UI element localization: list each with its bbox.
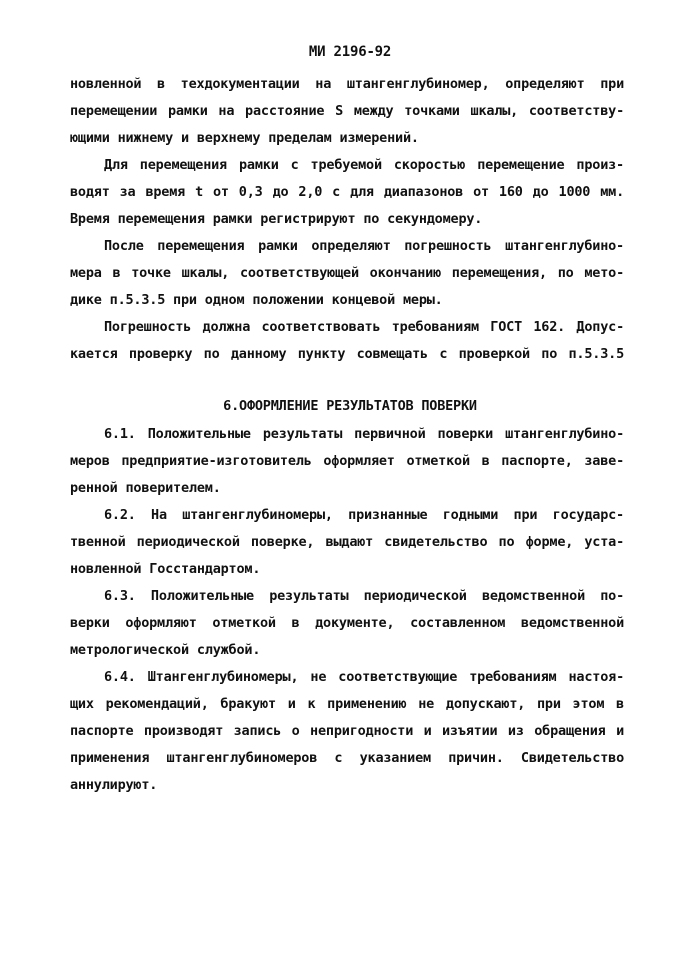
- text-line: новленной Госстандартом.: [70, 561, 261, 577]
- text-line: Для перемещения рамки с требуемой скоростью перемещение произ-: [104, 157, 624, 173]
- text-line: меров предприятие-изготовитель оформляет отметкой в паспорте, заве-: [70, 453, 624, 469]
- text-line: кается проверку по данному пункту совмещать с проверкой по п.5.3.5: [70, 346, 624, 362]
- text-line: После перемещения рамки определяют погрешность штангенглубино-: [104, 238, 624, 254]
- text-line: 6.3. Положительные результаты периодической ведомственной по-: [104, 588, 624, 604]
- text-line: 6.1. Положительные результаты первичной поверки штангенглубино-: [104, 426, 624, 442]
- text-line: перемещении рамки на расстояние S между точками шкалы, соответству-: [70, 103, 624, 119]
- text-line: ющими нижнему и верхнему пределам измерений.: [70, 130, 419, 146]
- text-line: Погрешность должна соответствовать требованиям ГОСТ 162. Допус-: [104, 319, 624, 335]
- text-line: водят за время t от 0,3 до 2,0 с для диапазонов от 160 до 1000 мм.: [70, 184, 624, 200]
- text-line: паспорте производят запись о непригодности и изъятии из обращения и: [70, 723, 624, 739]
- section-heading: 6.ОФОРМЛЕНИЕ РЕЗУЛЬТАТОВ ПОВЕРКИ: [223, 398, 477, 414]
- text-line: мера в точке шкалы, соответствующей окончанию перемещения, по мето-: [70, 265, 624, 281]
- text-line: твенной периодической поверке, выдают свидетельство по форме, уста-: [70, 534, 624, 550]
- text-line: 6.2. На штангенглубиномеры, признанные годными при государс-: [104, 507, 624, 523]
- text-line: ренной поверителем.: [70, 480, 221, 496]
- text-line: метрологической службой.: [70, 642, 261, 658]
- document-code: МИ 2196-92: [308, 44, 392, 60]
- text-line: дике п.5.3.5 при одном положении концевой меры.: [70, 292, 443, 308]
- text-line: аннулируют.: [70, 777, 158, 793]
- text-line: Время перемещения рамки регистрируют по секундомеру.: [70, 211, 483, 227]
- text-line: щих рекомендаций, бракуют и к применению не допускают, при этом в: [70, 696, 624, 712]
- text-line: 6.4. Штангенглубиномеры, не соответствующие требованиям настоя-: [104, 669, 624, 685]
- text-line: применения штангенглубиномеров с указанием причин. Свидетельство: [70, 750, 624, 766]
- text-line: верки оформляют отметкой в документе, составленном ведомственной: [70, 615, 624, 631]
- text-line: новленной в техдокументации на штангенглубиномер, определяют при: [70, 76, 624, 92]
